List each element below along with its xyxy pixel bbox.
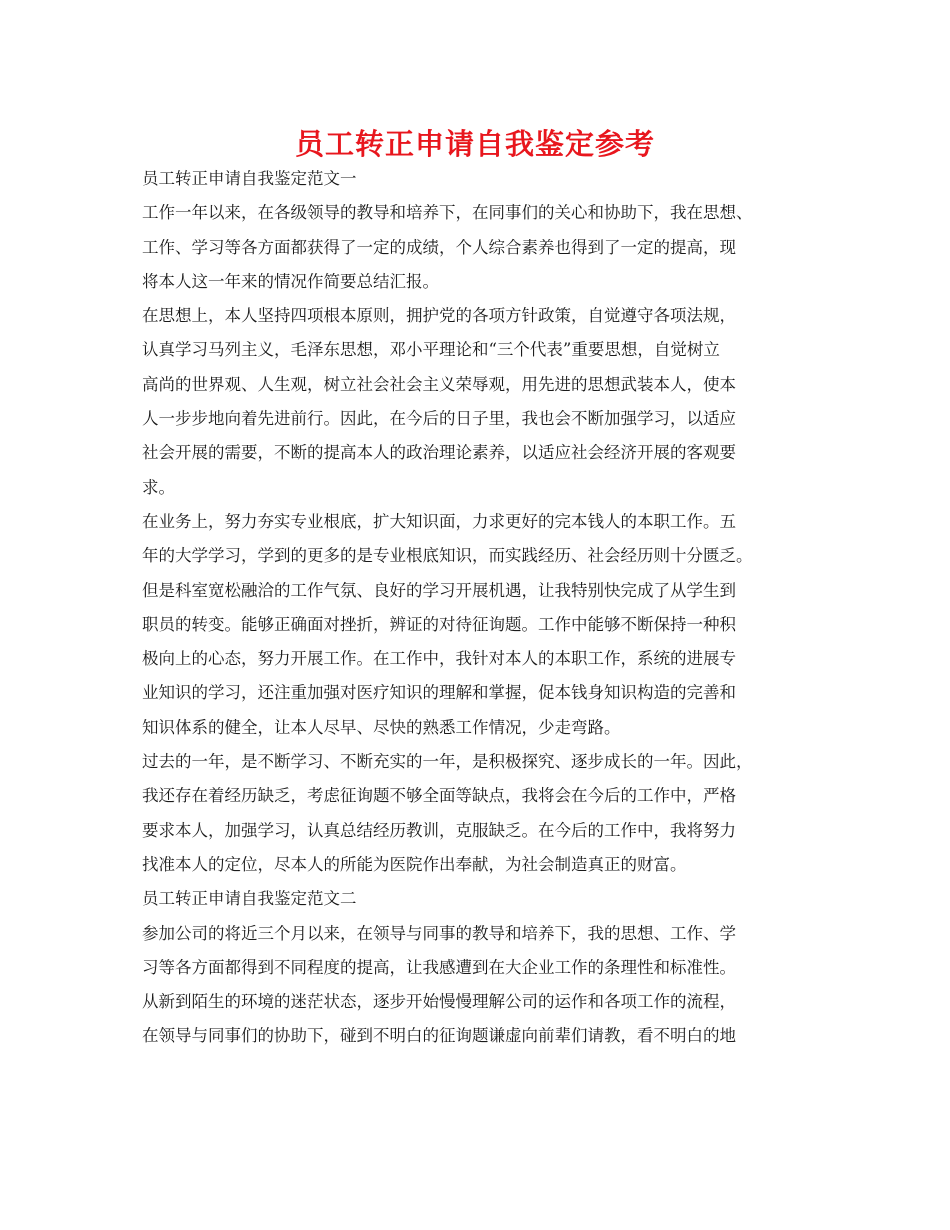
paragraph-line: 极向上的心态，努力开展工作。在工作中，我针对本人的本职工作，系统的进展专 [142,649,736,669]
document-title: 员工转正申请自我鉴定参考 [294,127,655,161]
paragraph-line: 人一步步地向着先进前行。因此，在今后的日子里，我也会不断加强学习，以适应 [142,409,736,429]
paragraph-line: 年的大学学习，学到的更多的是专业根底知识，而实践经历、社会经历则十分匮乏。 [142,546,753,566]
paragraph-line: 在业务上，努力夯实专业根底，扩大知识面，力求更好的完本钱人的本职工作。五 [142,511,736,531]
paragraph-line: 但是科室宽松融洽的工作气氛、良好的学习开展机遇，让我特别快完成了从学生到 [142,580,736,600]
paragraph-line: 高尚的世界观、人生观，树立社会社会主义荣辱观，用先进的思想武装本人，使本 [142,374,736,394]
paragraph-line: 业知识的学习，还注重加强对医疗知识的理解和掌握，促本钱身知识构造的完善和 [142,683,736,703]
paragraph-line: 求。 [142,477,175,497]
section-heading-2: 员工转正申请自我鉴定范文二 [142,889,357,909]
paragraph-line: 工作、学习等各方面都获得了一定的成绩，个人综合素养也得到了一定的提高，现 [142,237,736,257]
paragraph-line: 找准本人的定位，尽本人的所能为医院作出奉献，为社会制造真正的财富。 [142,854,687,874]
paragraph-line: 要求本人，加强学习，认真总结经历教训，克服缺乏。在今后的工作中，我将努力 [142,820,736,840]
paragraph-line: 在领导与同事们的协助下，碰到不明白的征询题谦虚向前辈们请教，看不明白的地 [142,1026,736,1046]
paragraph-line: 从新到陌生的环境的迷茫状态，逐步开始慢慢理解公司的运作和各项工作的流程， [142,992,736,1012]
paragraph-line: 认真学习马列主义，毛泽东思想，邓小平理论和“三个代表”重要思想，自觉树立 [142,340,720,360]
paragraph-line: 工作一年以来，在各级领导的教导和培养下，在同事们的关心和协助下，我在思想、 [142,203,753,223]
paragraph-line: 社会开展的需要，不断的提高本人的政治理论素养，以适应社会经济开展的客观要 [142,443,736,463]
paragraph-line: 习等各方面都得到不同程度的提高，让我感遭到在大企业工作的条理性和标准性。 [142,957,736,977]
paragraph-line: 职员的转变。能够正确面对挫折，辨证的对待征询题。工作中能够不断保持一种积 [142,614,736,634]
paragraph-line: 过去的一年，是不断学习、不断充实的一年，是积极探究、逐步成长的一年。因此， [142,752,753,772]
paragraph-line: 我还存在着经历缺乏，考虑征询题不够全面等缺点，我将会在今后的工作中，严格 [142,786,736,806]
section-heading-1: 员工转正申请自我鉴定范文一 [142,169,357,188]
paragraph-line: 知识体系的健全，让本人尽早、尽快的熟悉工作情况，少走弯路。 [142,717,621,737]
paragraph-line: 在思想上，本人坚持四项根本原则，拥护党的各项方针政策，自觉遵守各项法规， [142,306,736,326]
paragraph-line: 参加公司的将近三个月以来，在领导与同事的教导和培养下，我的思想、工作、学 [142,923,736,943]
document-body [142,162,822,1054]
paragraph-line: 将本人这一年来的情况作简要总结汇报。 [142,271,439,291]
